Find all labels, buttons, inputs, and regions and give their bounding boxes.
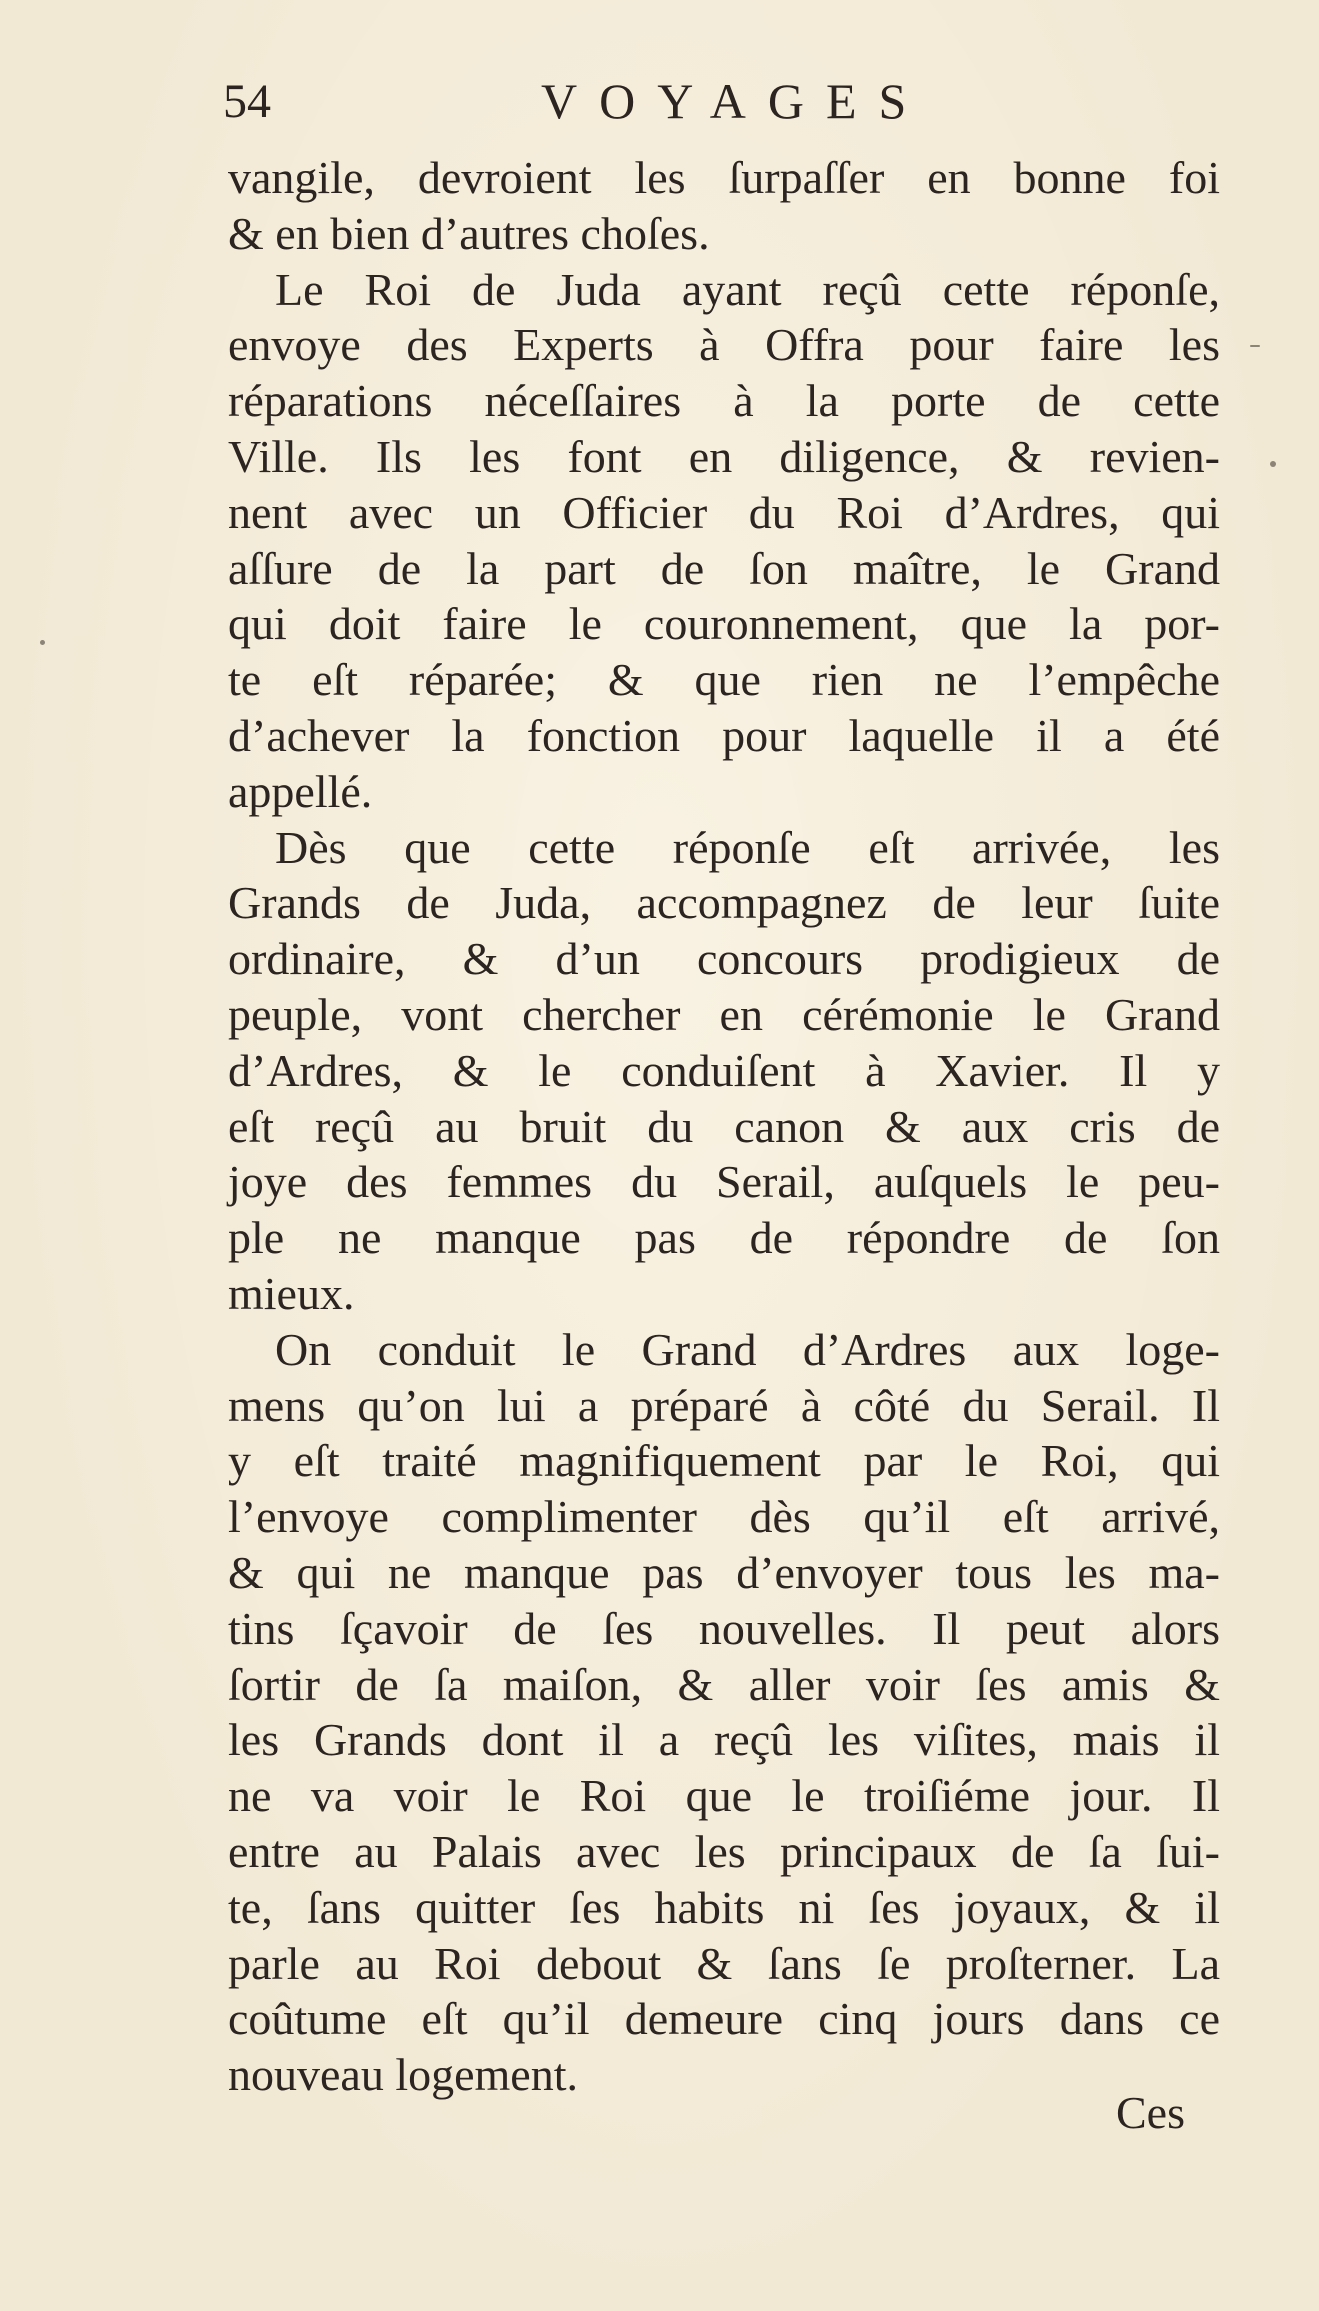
text-line: On conduit le Grand d’Ardres aux loge- [275, 1323, 1220, 1375]
text-line: vangile, devroient les ſurpaſſer en bonne foi [228, 152, 1220, 203]
text-line: réparations néceſſaires à la porte de cette [228, 375, 1220, 427]
text-line: mens qu’on lui a préparé à côté du Serail. Il [228, 1379, 1220, 1431]
text-line: Dès que cette réponſe eſt arrivée, les [275, 821, 1220, 873]
text-line: appellé. [228, 765, 373, 817]
text-line: ne va voir le Roi que le troiſiéme jour. Il [228, 1770, 1220, 1822]
text-line: Ville. Ils les font en diligence, & revien- [228, 430, 1220, 482]
text-line: & en bien d’autres choſes. [228, 207, 710, 259]
text-line: l’envoye complimenter dès qu’il eſt arrivé, [228, 1491, 1220, 1543]
text-line: les Grands dont il a reçû les viſites, mais il [228, 1714, 1220, 1766]
text-line: d’Ardres, & le conduiſent à Xavier. Il y [228, 1044, 1220, 1096]
text-line: mieux. [228, 1267, 355, 1319]
text-line: d’achever la fonction pour laquelle il a été [228, 709, 1220, 761]
text-line: tins ſçavoir de ſes nouvelles. Il peut alors [228, 1602, 1220, 1654]
catchword: Ces [1116, 2087, 1185, 2138]
body-text [228, 150, 1220, 2103]
text-line: nouveau logement. [228, 2049, 579, 2101]
page-header [223, 72, 1223, 152]
text-line: Grands de Juda, accompagnez de leur ſuite [228, 877, 1220, 929]
text-line: & qui ne manque pas d’envoyer tous les ma- [228, 1546, 1220, 1598]
text-line: nent avec un Officier du Roi d’Ardres, qui [228, 486, 1220, 538]
text-line: peuple, vont chercher en cérémonie le Grand [228, 988, 1220, 1040]
ink-speck [1250, 345, 1260, 347]
ink-speck [1270, 461, 1276, 467]
text-line: ple ne manque pas de répondre de ſon [228, 1212, 1220, 1264]
ink-speck [40, 640, 45, 645]
paragraph [228, 262, 1220, 820]
text-line: te, ſans quitter ſes habits ni ſes joyaux, & il [228, 1881, 1220, 1933]
text-line: y eſt traité magnifiquement par le Roi, qui [228, 1435, 1220, 1487]
text-line: aſſure de la part de ſon maître, le Grand [228, 542, 1220, 594]
text-line: ordinaire, & d’un concours prodigieux de [228, 933, 1220, 985]
text-line: te eſt réparée; & que rien ne l’empêche [228, 654, 1220, 706]
running-head: VOYAGES [541, 73, 929, 129]
text-line: ſortir de ſa maiſon, & aller voir ſes amis & [228, 1658, 1220, 1710]
page-number: 54 [223, 75, 271, 128]
paragraph [228, 150, 1220, 262]
text-line: Le Roi de Juda ayant reçû cette réponſe, [275, 263, 1220, 315]
text-line: qui doit faire le couronnement, que la por- [228, 598, 1220, 650]
text-line: entre au Palais avec les principaux de ſa ſui- [228, 1825, 1220, 1877]
text-line: joye des femmes du Serail, auſquels le peu- [228, 1156, 1220, 1208]
text-line: eſt reçû au bruit du canon & aux cris de [228, 1100, 1220, 1152]
text-line: parle au Roi debout & ſans ſe proſterner. La [228, 1937, 1220, 1989]
paragraph [228, 1322, 1220, 2103]
text-line: envoye des Experts à Offra pour faire les [228, 319, 1220, 371]
text-line: coûtume eſt qu’il demeure cinq jours dans ce [228, 1993, 1220, 2045]
paragraph [228, 820, 1220, 1322]
